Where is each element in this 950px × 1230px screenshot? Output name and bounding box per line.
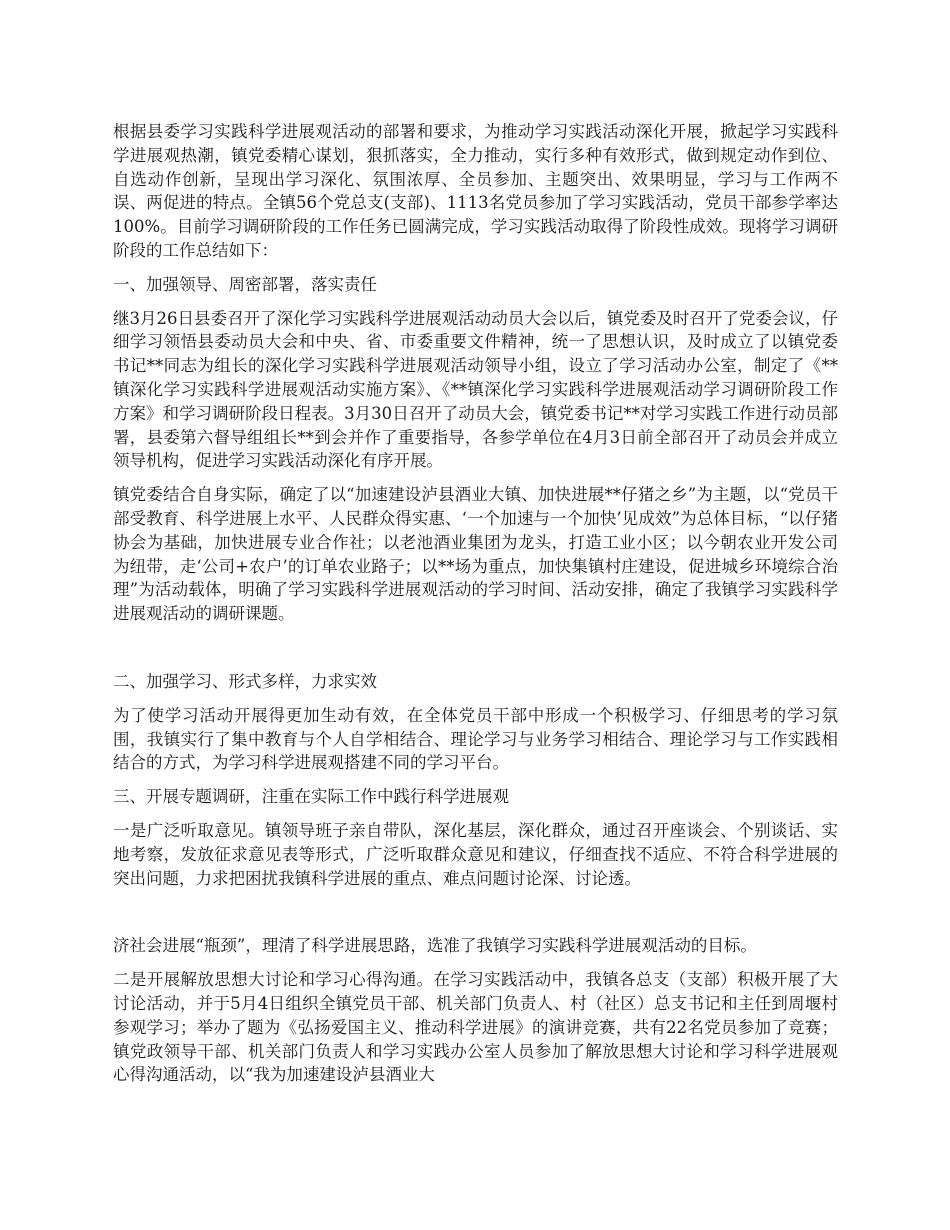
section-3-paragraph-2: 济社会进展“瓶颈”，理清了科学进展思路，选准了我镇学习实践科学进展观活动的目标。 xyxy=(113,936,757,956)
section-heading-2: 二、加强学习、形式多样，力求实效 xyxy=(113,671,377,691)
section-2-paragraph: 为了使学习活动开展得更加生动有效，在全体党员干部中形成一个积极学习、仔细思考的学习氛围，我镇实行了集中教育与个人自学相结合、理论学习与业务学习相结合、理论学习与工作实践相结合的方式，为学习科学进展观搭建不同的学习平台。 xyxy=(113,705,838,773)
intro-paragraph: 根据县委学习实践科学进展观活动的部署和要求，为推动学习实践活动深化开展，掀起学习实践科学进展观热潮，镇党委精心谋划，狠抓落实，全力推动，实行多种有效形式，做到规定动作到位、自选动作创新，呈现出学习深化、氛围浓厚、全员参加、主题突出、效果明显，学习与工作两不误、两促进的特点。全镇56个党总支(支部)、1113名党员参加了学习实践活动，党员干部参学率达100%。目前学习调研阶段的工作任务已圆满完成，学习实践活动取得了阶段性成效。现将学习调研阶段的工作总结如下： xyxy=(113,122,838,260)
section-3-paragraph-3: 二是开展解放思想大讨论和学习心得沟通。在学习实践活动中，我镇各总支（支部）积极开展了大讨论活动，并于5月4日组织全镇党员干部、机关部门负责人、村（社区）总支书记和主任到周堰村参观学习；举办了题为《弘扬爱国主义、推动科学进展》的演讲竞赛，共有22名党员参加了竞赛；镇党政领导干部、机关部门负责人和学习实践办公室人员参加了解放思想大讨论和学习科学进展观心得沟通活动，以“我为加速建设泸县酒业大 xyxy=(113,970,838,1085)
document-body xyxy=(113,120,838,1097)
section-3-paragraph-1: 一是广泛听取意见。镇领导班子亲自带队，深化基层，深化群众，通过召开座谈会、个别谈话、实地考察，发放征求意见表等形式，广泛听取群众意见和建议，仔细查找不适应、不符合科学进展的突出问题，力求把困扰我镇科学进展的重点、难点问题讨论深、讨论透。 xyxy=(113,820,838,888)
section-1-paragraph-1: 继3月26日县委召开了深化学习实践科学进展观活动动员大会以后，镇党委及时召开了党委会议，仔细学习领悟县委动员大会和中央、省、市委重要文件精神，统一了思想认识，及时成立了以镇党委书记**同志为组长的深化学习实践科学进展观活动领导小组，设立了学习活动办公室，制定了《**镇深化学习实践科学进展观活动实施方案》、《**镇深化学习实践科学进展观活动学习调研阶段工作方案》和学习调研阶段日程表。3月30日召开了动员大会，镇党委书记**对学习实践工作进行动员部署，县委第六督导组组长**到会并作了重要指导，各参学单位在4月3日前全部召开了动员会并成立领导机构，促进学习实践活动深化有序开展。 xyxy=(113,308,838,471)
section-heading-3: 三、开展专题调研，注重在实际工作中践行科学进展观 xyxy=(113,787,509,807)
blank-gap xyxy=(113,636,838,670)
section-heading-1: 一、加强领导、周密部署，落实责任 xyxy=(113,274,377,294)
section-1-paragraph-2: 镇党委结合自身实际，确定了以“加速建设泸县酒业大镇、加快进展**仔猪之乡”为主题，以“党员干部受教育、科学进展上水平、人民群众得实惠、‘一个加速与一个加快’见成效”为总体目标，“以仔猪协会为基础，加快进展专业合作社；以老池酒业集团为龙头，打造工业小区；以今朝农业开发公司为纽带，走‘公司+农户’的订单农业路子；以**场为重点，加快集镇村庄建设，促进城乡环境综合治理”为活动载体，明确了学习实践科学进展观活动的学习时间、活动安排，确定了我镇学习实践科学进展观活动的调研课题。 xyxy=(113,485,838,624)
blank-gap xyxy=(113,900,838,934)
